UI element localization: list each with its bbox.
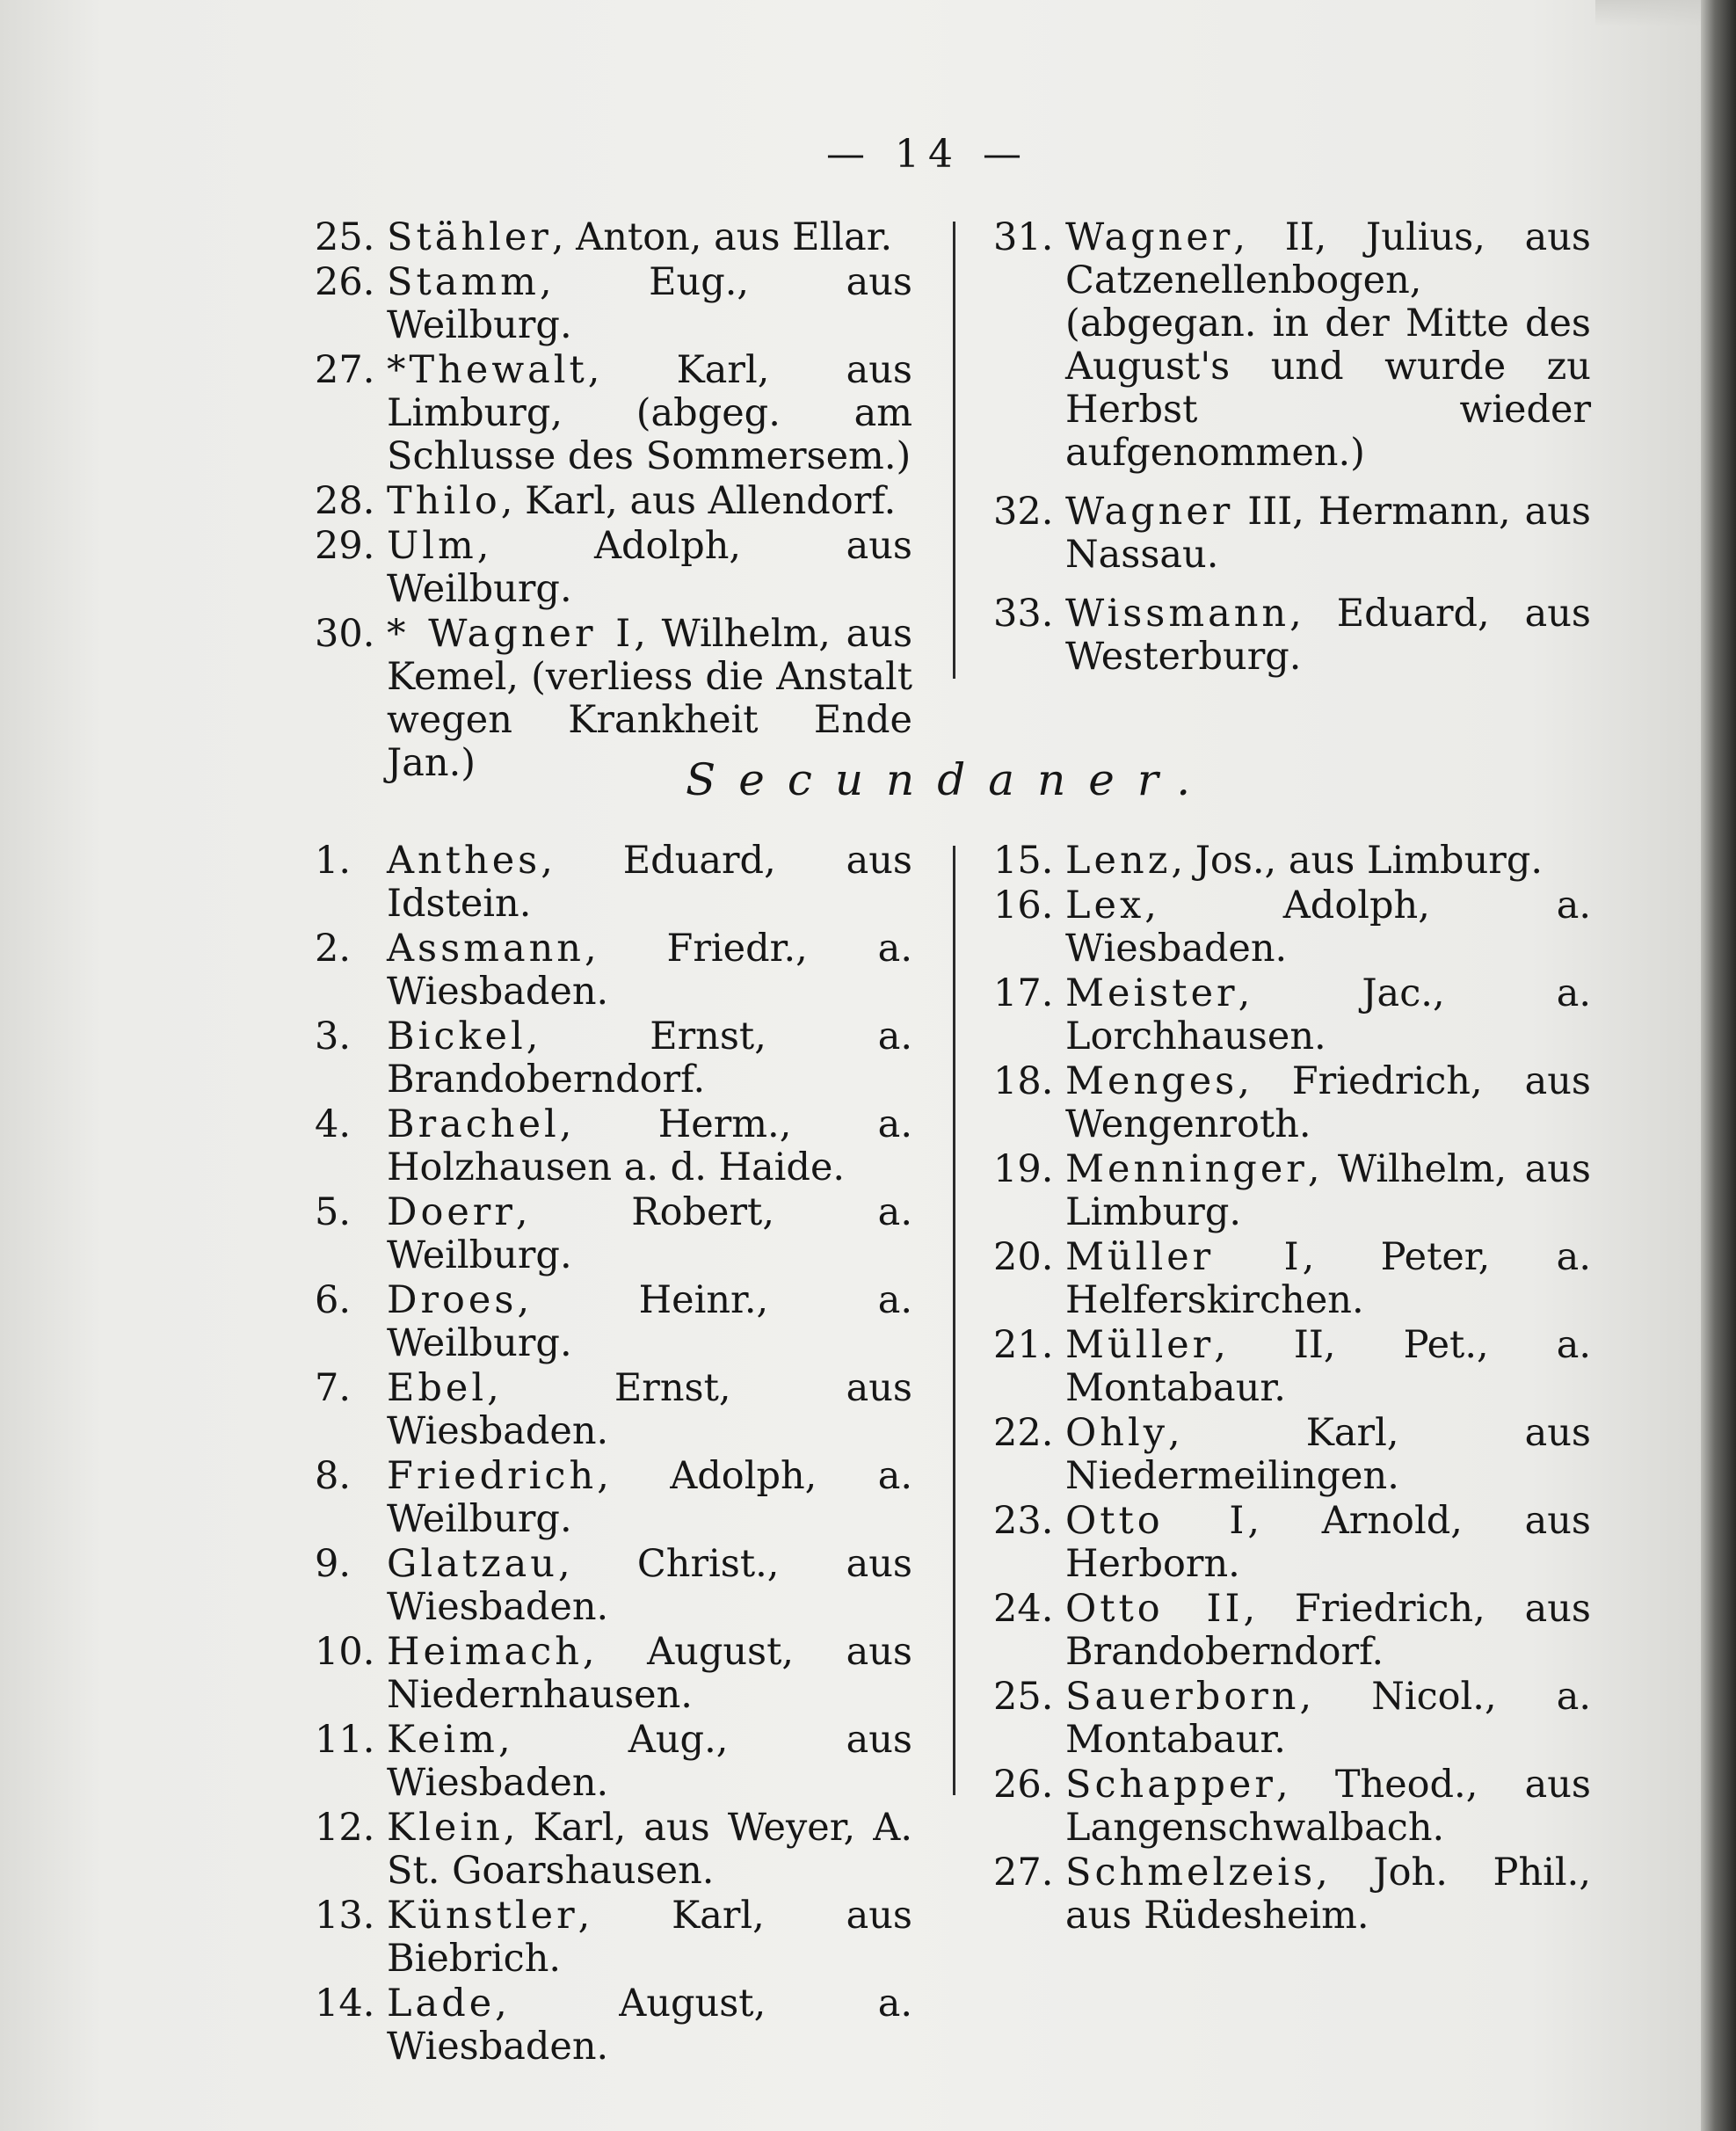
list-item <box>993 593 1591 679</box>
entry-number: 4. <box>315 1102 352 1146</box>
entry-number: 2. <box>315 927 352 971</box>
entry-name: Wagner <box>1065 215 1234 259</box>
entry-details: , Karl, aus Limburg, (abgeg. am Schlusse des Sommersem.) <box>387 348 912 478</box>
list-item <box>993 1324 1591 1410</box>
entry-name: Doerr <box>387 1190 516 1234</box>
entry-details: , Jac., a. Lorchhausen. <box>1065 971 1591 1058</box>
list-item <box>315 1807 912 1893</box>
entry-name: Lenz <box>1065 839 1172 883</box>
entry-details: , Jos., aus Limburg. <box>1171 839 1544 883</box>
entry-name: Ebel <box>387 1366 488 1410</box>
entry-number: 15. <box>993 839 1054 883</box>
entry-number: 3. <box>315 1015 352 1058</box>
entry-details: , Herm., a. Holzhausen a. d. Haide. <box>387 1102 912 1189</box>
bottom-right-column <box>993 840 1591 1939</box>
entry-name: Menges <box>1065 1059 1238 1103</box>
entry-name: Anthes <box>387 839 541 883</box>
list-item <box>993 1236 1591 1322</box>
entry-number: 20. <box>993 1235 1054 1279</box>
entry-number: 27. <box>993 1851 1054 1895</box>
entry-details: , Karl, aus Weyer, A. St. Goarshausen. <box>387 1806 912 1893</box>
entry-name: Stamm <box>387 260 540 304</box>
list-item <box>315 1191 912 1277</box>
entry-details: , Eug., aus Weilburg. <box>387 260 912 347</box>
entry-number: 27. <box>315 348 375 392</box>
entry-number: 18. <box>993 1059 1054 1103</box>
list-item <box>315 1631 912 1717</box>
entry-name: Schapper <box>1065 1763 1276 1807</box>
entry-details: , Arnold, aus Herborn. <box>1065 1499 1591 1586</box>
entry-details: , Friedr., a. Wiesbaden. <box>387 927 912 1014</box>
list-item <box>315 525 912 611</box>
entry-details: , August, aus Niedernhausen. <box>387 1630 912 1717</box>
top-right-column <box>993 216 1591 680</box>
entry-name: Lade <box>387 1982 496 2026</box>
entry-number: 25. <box>993 1675 1054 1719</box>
entry-name: Müller I <box>1065 1235 1303 1279</box>
entry-name: Friedrich <box>387 1454 598 1498</box>
entry-details: , Theod., aus Langenschwalbach. <box>1065 1763 1591 1850</box>
entry-number: 25. <box>315 215 375 259</box>
entry-details: , Ernst, aus Wiesbaden. <box>387 1366 912 1453</box>
entry-name: Ohly <box>1065 1411 1168 1455</box>
entry-details: , Adolph, a. Weilburg. <box>387 1454 912 1541</box>
entry-number: 5. <box>315 1190 352 1234</box>
list-item <box>993 972 1591 1058</box>
list-item <box>993 1764 1591 1850</box>
entry-details: , II, Julius, aus Catzenellenbogen, (abgegan. in der Mitte des August's und wurde zu Herbst wieder aufgenommen.) <box>1065 215 1591 475</box>
entry-number: 10. <box>315 1630 375 1674</box>
entry-details: , August, a. Wiesbaden. <box>387 1982 912 2069</box>
entry-details: , Eduard, aus Idstein. <box>387 839 912 926</box>
entry-name: Schmelzeis <box>1065 1851 1317 1895</box>
entry-details: III, Hermann, aus Nassau. <box>1065 490 1591 577</box>
list-item <box>315 1982 912 2069</box>
entry-name: Otto I <box>1065 1499 1248 1543</box>
entry-details: , Karl, aus Allendorf. <box>500 479 897 523</box>
entry-number: 1. <box>315 839 352 883</box>
list-item <box>315 1455 912 1541</box>
list-item <box>315 1103 912 1189</box>
list-item <box>315 480 912 523</box>
torn-edge <box>1595 0 1701 26</box>
entry-name: Droes <box>387 1278 518 1322</box>
entry-details: , Friedrich, aus Brandoberndorf. <box>1065 1587 1591 1674</box>
entry-number: 30. <box>315 612 375 656</box>
entry-name: Müller <box>1065 1323 1215 1367</box>
entry-name: * Wagner I <box>387 612 635 656</box>
section-heading: Secundaner. <box>686 754 1214 805</box>
list-item <box>315 216 912 259</box>
entry-name: Wagner <box>1065 490 1234 534</box>
entry-details: , Adolph, aus Weilburg. <box>387 524 912 611</box>
list-item <box>315 261 912 347</box>
entry-name: Klein <box>387 1806 504 1850</box>
entry-name: Lex <box>1065 884 1145 927</box>
entry-number: 26. <box>315 260 375 304</box>
entry-number: 22. <box>993 1411 1054 1455</box>
list-item <box>993 1060 1591 1146</box>
column-divider <box>953 222 955 679</box>
entry-name: Keim <box>387 1718 498 1762</box>
entry-name: *Thewalt <box>387 348 588 392</box>
bottom-left-column <box>315 840 912 2070</box>
list-item <box>315 349 912 478</box>
entry-details: , Joh. Phil., aus Rüdesheim. <box>1065 1851 1591 1938</box>
entry-details: , Friedrich, aus Wengenroth. <box>1065 1059 1591 1146</box>
entry-name: Glatzau <box>387 1542 559 1586</box>
entry-number: 32. <box>993 490 1054 534</box>
list-item <box>993 1500 1591 1586</box>
entry-number: 21. <box>993 1323 1054 1367</box>
entry-name: Meister <box>1065 971 1238 1015</box>
entry-details: , Wilhelm, aus Limburg. <box>1065 1147 1591 1234</box>
entry-number: 28. <box>315 479 375 523</box>
list-item <box>993 1851 1591 1938</box>
entry-name: Otto II <box>1065 1587 1244 1631</box>
list-item <box>993 840 1591 883</box>
book-spine <box>1701 0 1736 2131</box>
entry-name: Thilo <box>387 479 501 523</box>
entry-details: , Anton, aus Ellar. <box>551 215 893 259</box>
entry-details: , Heinr., a. Weilburg. <box>387 1278 912 1365</box>
entry-number: 33. <box>993 592 1054 636</box>
entry-number: 14. <box>315 1982 375 2026</box>
entry-name: Künstler <box>387 1894 578 1938</box>
entry-number: 6. <box>315 1278 352 1322</box>
list-item <box>315 1543 912 1629</box>
list-item <box>993 1412 1591 1498</box>
entry-details: , II, Pet., a. Montabaur. <box>1065 1323 1591 1410</box>
list-item <box>315 1895 912 1981</box>
list-item <box>993 1588 1591 1674</box>
column-divider <box>953 846 955 1795</box>
entry-name: Bickel <box>387 1015 527 1058</box>
entry-details: , Ernst, a. Brandoberndorf. <box>387 1015 912 1102</box>
entry-number: 11. <box>315 1718 375 1762</box>
entry-number: 26. <box>993 1763 1054 1807</box>
entry-details: , Nicol., a. Montabaur. <box>1065 1675 1591 1762</box>
list-item <box>315 1367 912 1453</box>
list-item <box>993 216 1591 475</box>
entry-details: , Robert, a. Weilburg. <box>387 1190 912 1277</box>
entry-name: Assmann <box>387 927 585 971</box>
list-item <box>993 1676 1591 1762</box>
entry-name: Brachel <box>387 1102 560 1146</box>
entry-details: , Christ., aus Wiesbaden. <box>387 1542 912 1629</box>
entry-name: Menninger <box>1065 1147 1308 1191</box>
entry-number: 19. <box>993 1147 1054 1191</box>
entry-name: Heimach <box>387 1630 583 1674</box>
top-left-column <box>315 216 912 787</box>
entry-number: 12. <box>315 1806 375 1850</box>
entry-number: 9. <box>315 1542 352 1586</box>
list-item <box>315 1015 912 1102</box>
entry-name: Stähler <box>387 215 552 259</box>
entry-number: 29. <box>315 524 375 568</box>
list-item <box>993 491 1591 577</box>
list-item <box>315 840 912 926</box>
entry-details: , Karl, aus Biebrich. <box>387 1894 912 1981</box>
entry-name: Wissmann <box>1065 592 1290 636</box>
list-item <box>315 927 912 1014</box>
entry-number: 24. <box>993 1587 1054 1631</box>
entry-details: , Peter, a. Helferskirchen. <box>1065 1235 1591 1322</box>
entry-name: Ulm <box>387 524 477 568</box>
entry-number: 13. <box>315 1894 375 1938</box>
list-item <box>993 884 1591 971</box>
entry-details: , Karl, aus Niedermeilingen. <box>1065 1411 1591 1498</box>
entry-number: 17. <box>993 971 1054 1015</box>
list-item <box>315 1719 912 1805</box>
entry-details: , Adolph, a. Wiesbaden. <box>1065 884 1591 971</box>
entry-details: , Eduard, aus Westerburg. <box>1065 592 1591 679</box>
entry-details: , Aug., aus Wiesbaden. <box>387 1718 912 1805</box>
entry-number: 7. <box>315 1366 352 1410</box>
entry-number: 23. <box>993 1499 1054 1543</box>
entry-number: 16. <box>993 884 1054 927</box>
entry-details: , Wilhelm, aus Kemel, (verliess die Anstalt wegen Krankheit Ende Jan.) <box>387 612 913 785</box>
list-item <box>993 1148 1591 1234</box>
entry-name: Sauerborn <box>1065 1675 1300 1719</box>
entry-number: 31. <box>993 215 1054 259</box>
page-number: — 14 — <box>826 132 1030 177</box>
list-item <box>315 1279 912 1365</box>
entry-number: 8. <box>315 1454 352 1498</box>
